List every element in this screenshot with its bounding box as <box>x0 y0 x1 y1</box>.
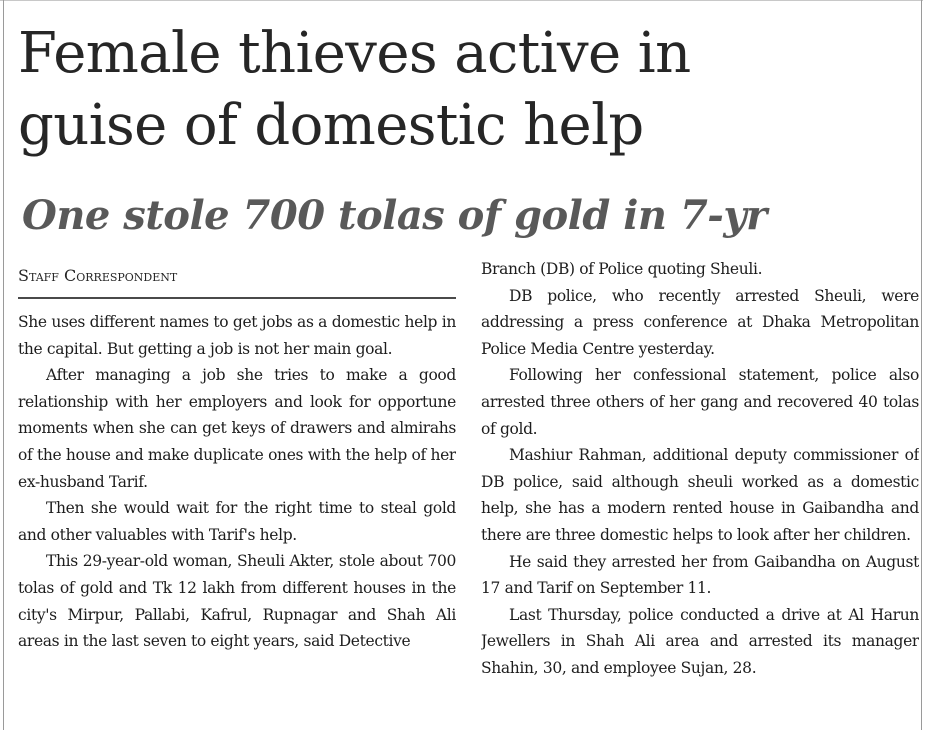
paragraph: Last Thursday, police conducted a drive at Al Harun Jewellers in Shah Ali area and arrested its manager Shahin, 30, and employee Sujan, 28. <box>481 605 919 677</box>
left-border <box>3 0 4 730</box>
paragraph: After managing a job she tries to make a good relationship with her employers and look for opportune moments when she can get keys of drawers and almirahs of the house and make duplicate ones with the help of her ex-husband Tarif. <box>18 366 456 491</box>
byline: Staff Correspondent <box>18 266 178 285</box>
paragraph: Following her confessional statement, police also arrested three others of her gang and recovered 40 tolas of gold. <box>481 366 919 438</box>
paragraph: Then she would wait for the right time to steal gold and other valuables with Tarif's help. <box>18 499 456 544</box>
headline-line-2: guise of domestic help <box>18 93 644 158</box>
left-column <box>18 309 456 730</box>
paragraph: He said they arrested her from Gaibandha on August 17 and Tarif on September 11. <box>481 552 919 598</box>
byline-divider <box>18 297 456 299</box>
paragraph-continued: Branch (DB) of Police quoting Sheuli. <box>481 260 763 278</box>
paragraph: She uses different names to get jobs as a domestic help in the capital. But getting a job is not her main goal. <box>18 313 456 358</box>
paragraph: Mashiur Rahman, additional deputy commissioner of DB police, said although sheuli worked as a domestic help, she has a modern rented house in Gaibandha and there are three domestic helps to look after her children. <box>481 446 919 544</box>
right-border <box>921 0 922 730</box>
headline <box>18 18 898 162</box>
right-column <box>481 256 919 730</box>
paragraph: DB police, who recently arrested Sheuli, were addressing a press conference at Dhaka Metropolitan Police Media Centre yesterday. <box>481 286 919 358</box>
top-border <box>0 0 923 1</box>
subheadline: One stole 700 tolas of gold in 7-yr <box>22 192 767 239</box>
paragraph: This 29-year-old woman, Sheuli Akter, stole about 700 tolas of gold and Tk 12 lakh from different houses in the city's Mirpur, Pallabi, Kafrul, Rupnagar and Shah Ali areas in the last seven to eight years, said Detective <box>18 552 456 651</box>
headline-line-1: Female thieves active in <box>18 21 691 86</box>
